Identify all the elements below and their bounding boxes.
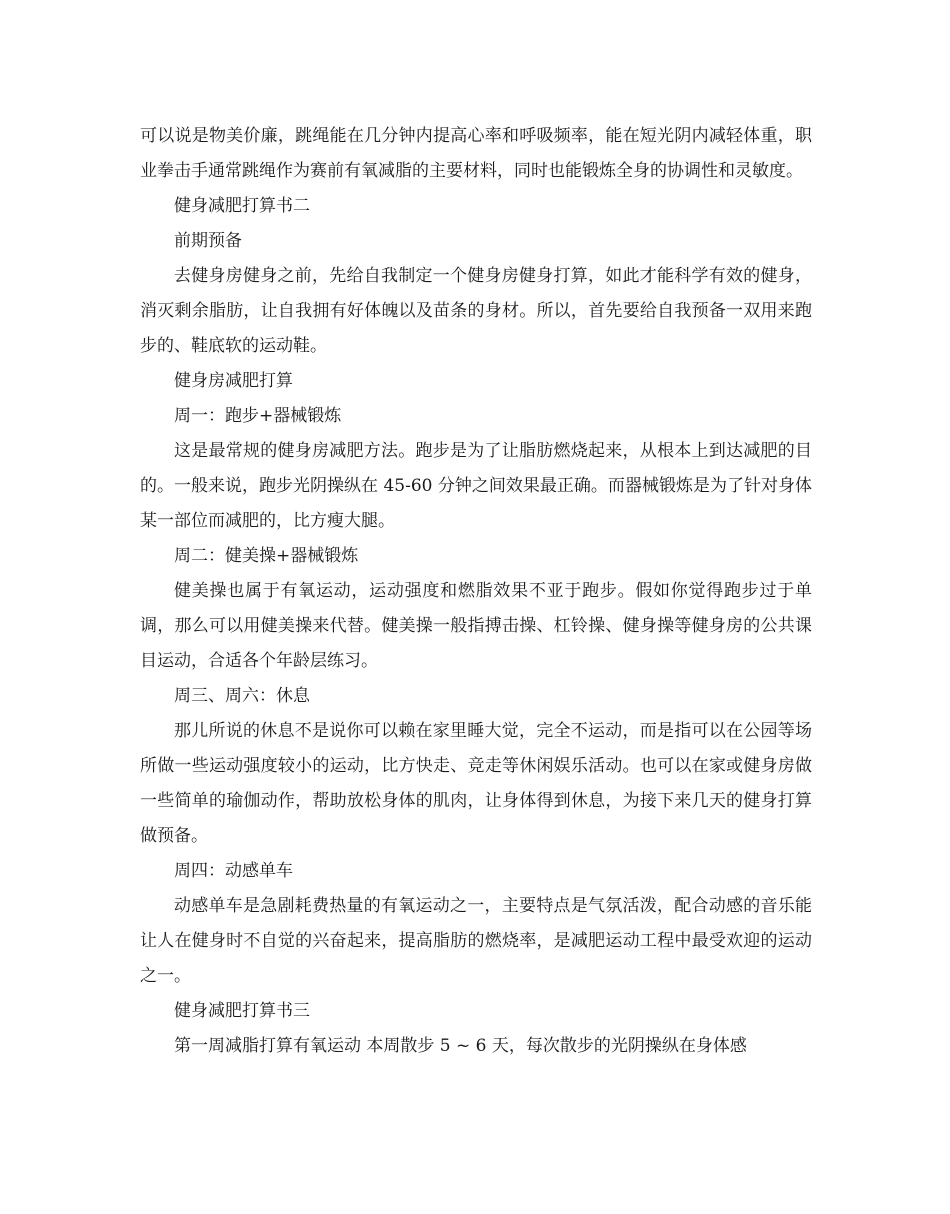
paragraph-monday: 这是最常规的健身房减肥方法。跑步是为了让脂肪燃烧起来，从根本上到达减肥的目的。一般来说，跑步光阴操纵在 45-60 分钟之间效果最正确。而器械锻炼是为了针对身体某一部位而减肥的，比方瘦大腿。: [140, 441, 812, 531]
section-heading-plan-two: 健身减肥打算书二: [174, 196, 310, 216]
paragraph-spinning: 动感单车是急剧耗费热量的有氧运动之一，主要特点是气氛活泼，配合动感的音乐能让人在健身时不自觉的兴奋起来，提高脂肪的燃烧率，是减肥运动工程中最受欢迎的运动之一。: [140, 896, 812, 986]
paragraph-jump-rope-continued: 可以说是物美价廉，跳绳能在几分钟内提高心率和呼吸频率，能在短光阴内减轻体重，职业拳击手通常跳绳作为赛前有氧减脂的主要材料，同时也能锻炼全身的协调性和灵敏度。: [140, 126, 812, 181]
paragraph-preparation: 去健身房健身之前，先给自我制定一个健身房健身打算，如此才能科学有效的健身，消灭剩余脂肪，让自我拥有好体魄以及苗条的身材。所以，首先要给自我预备一双用来跑步的、鞋底软的运动鞋。: [140, 266, 812, 356]
subheading-preparation: 前期预备: [174, 231, 242, 251]
subheading-gym-plan: 健身房减肥打算: [174, 371, 293, 391]
subheading-thursday: 周四：动感单车: [174, 861, 293, 881]
paragraph-week-one: 第一周减脂打算有氧运动 本周散步 5 ~ 6 天，每次散步的光阴操纵在身体感: [174, 1036, 747, 1056]
subheading-monday: 周一：跑步+器械锻炼: [174, 406, 342, 426]
paragraph-rest: 那儿所说的休息不是说你可以赖在家里睡大觉，完全不运动，而是指可以在公园等场所做一些运动强度较小的运动，比方快走、竞走等休闲娱乐活动。也可以在家或健身房做一些简单的瑜伽动作，帮助放松身体的肌肉，让身体得到休息，为接下来几天的健身打算做预备。: [140, 721, 812, 846]
subheading-wednesday-saturday: 周三、周六：休息: [174, 686, 310, 706]
section-heading-plan-three: 健身减肥打算书三: [174, 1001, 310, 1021]
paragraph-tuesday: 健美操也属于有氧运动，运动强度和燃脂效果不亚于跑步。假如你觉得跑步过于单调，那么可以用健美操来代替。健美操一般指搏击操、杠铃操、健身操等健身房的公共课目运动，合适各个年龄层练习。: [140, 581, 812, 671]
subheading-tuesday: 周二：健美操+器械锻炼: [174, 546, 359, 566]
document-body: [140, 119, 812, 1064]
